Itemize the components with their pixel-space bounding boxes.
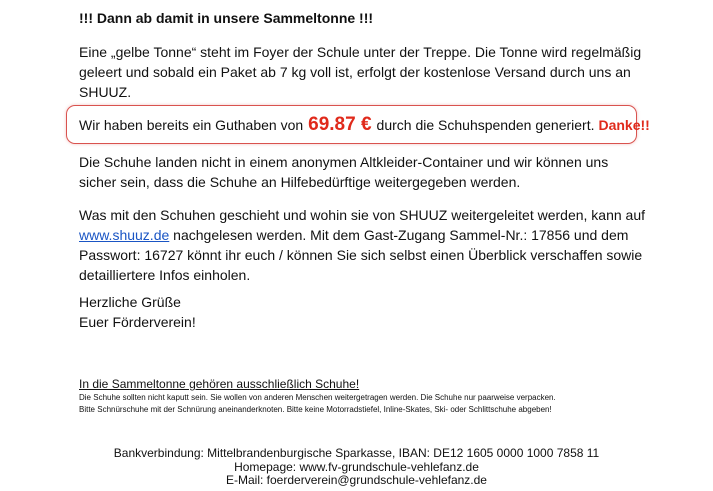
credit-prefix-text: Wir haben bereits ein Guthaben von <box>79 116 304 133</box>
shuuz-website-link[interactable]: www.shuuz.de <box>79 227 170 243</box>
credit-highlight-box <box>66 105 650 144</box>
credit-amount: 69.87 € <box>308 113 372 135</box>
footer-homepage: Homepage: www.fv-grundschule-vehlefanz.de <box>234 459 479 474</box>
greeting <box>79 292 649 332</box>
greeting-line-2: Euer Förderverein! <box>79 314 196 330</box>
rules-text <box>79 392 679 416</box>
rules-line-1: Die Schuhe sollten nicht kaputt sein. Sie wollen von anderen Menschen weitergetragen werden. Die Schuhe nur paarweise verpacken. <box>79 393 556 402</box>
page-heading: !!! Dann ab damit in unsere Sammeltonne !!! <box>79 10 374 26</box>
footer-email: E-Mail: foerderverein@grundschule-vehlefanz.de <box>226 473 487 487</box>
shuuz-info-before-link: Was mit den Schuhen geschieht und wohin sie von SHUUZ weitergeleitet werden, kann auf <box>79 207 646 223</box>
intro-paragraph: Eine „gelbe Tonne“ steht im Foyer der Schule unter der Treppe. Die Tonne wird regelmäßig geleert und sobald ein Paket ab 7 kg voll ist, erfolgt der kostenlose Versand durch uns an SHUUZ. <box>79 44 642 100</box>
greeting-line-1: Herzliche Grüße <box>79 294 181 310</box>
thanks-text: Danke!! <box>598 116 650 133</box>
shuuz-info-paragraph <box>79 205 649 285</box>
rules-title: In die Sammeltonne gehören ausschließlich Schuhe! <box>79 377 360 391</box>
rules-line-2: Bitte Schnürschuhe mit der Schnürung aneinanderknoten. Bitte keine Motorradstiefel, Inline-Skates, Ski- oder Schlittschuhe abgeben! <box>79 405 552 414</box>
donation-info-paragraph: Die Schuhe landen nicht in einem anonymen Altkleider-Container und wir können uns sicher sein, dass die Schuhe an Hilfebedürftige weitergegeben werden. <box>79 154 609 190</box>
footer <box>0 447 713 488</box>
shuuz-info-after-link: nachgelesen werden. Mit dem Gast-Zugang Sammel-Nr.: 17856 und dem Passwort: 16727 könnt ihr euch / können Sie sich selbst einen Überblick verschaffen sowie detailliertere Infos einholen. <box>79 227 643 283</box>
credit-suffix-text: durch die Schuhspenden generiert. <box>376 116 595 133</box>
footer-bank-details: Bankverbindung: Mittelbrandenburgische Sparkasse, IBAN: DE12 1605 0000 1000 7858 11 <box>113 446 600 460</box>
